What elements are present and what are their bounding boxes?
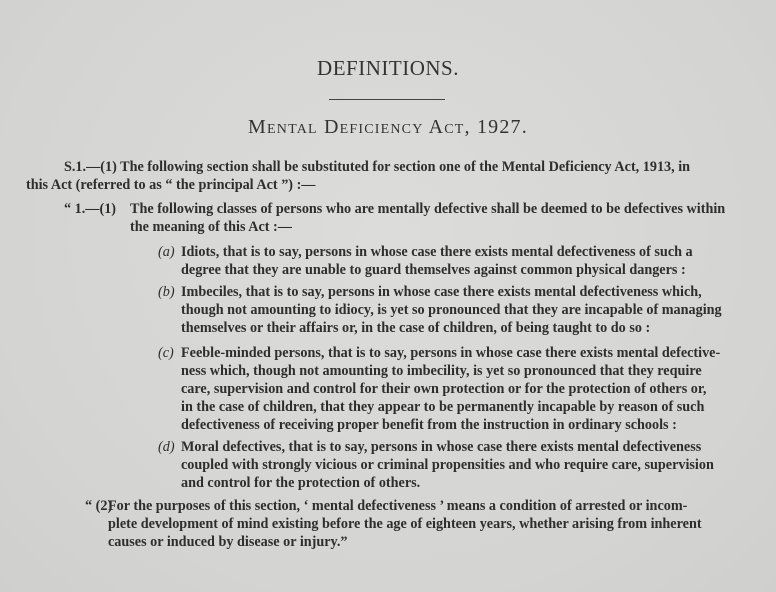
clause-a-line-1: Idiots, that is to say, persons in whose case there exists mental defectiveness of such a — [181, 244, 693, 260]
clause-b-label: (b) — [158, 284, 175, 300]
section-s1-label: S.1.—(1) — [64, 159, 117, 175]
clause-a-label: (a) — [158, 244, 175, 260]
clause-c-line-2: ness which, though not amounting to imbecility, is yet so pronounced that they require — [181, 363, 702, 379]
section-s1-line-2: this Act (referred to as “ the principal Act ”) :— — [26, 177, 316, 193]
section-s1-line-1: S.1.—(1) The following section shall be substituted for section one of the Mental Deficiency Act, 1913, in — [64, 159, 691, 175]
subsection-2-line-1: For the purposes of this section, ‘ mental defectiveness ’ means a condition of arrested or incom- — [108, 498, 688, 514]
clause-b-line-3: themselves or their affairs or, in the case of children, of being taught to do so : — [181, 320, 651, 336]
clause-d-line-3: and control for the protection of others. — [181, 475, 421, 491]
subsection-2-line-3: causes or induced by disease or injury.” — [108, 534, 348, 550]
heading-divider — [329, 99, 445, 100]
subsection-1-label: “ 1.—(1) — [64, 201, 117, 217]
act-title: Mental Deficiency Act, 1927. — [248, 116, 528, 138]
clause-c-line-4: in the case of children, that they appear to be permanently incapable by reason of such — [181, 399, 705, 415]
clause-c-label: (c) — [158, 345, 174, 361]
clause-a-line-2: degree that they are unable to guard themselves against common physical dangers : — [181, 262, 686, 278]
subsection-2-label: “ (2) — [85, 498, 113, 514]
clause-c-line-1: Feeble-minded persons, that is to say, persons in whose case there exists mental defective- — [181, 345, 721, 361]
subsection-2-line-2: plete development of mind existing before the age of eighteen years, whether arising from inherent — [108, 516, 702, 532]
page-heading: DEFINITIONS. — [317, 56, 459, 80]
clause-d-line-2: coupled with strongly vicious or criminal propensities and who require care, supervision — [181, 457, 714, 473]
clause-c-line-3: care, supervision and control for their own protection or for the protection of others or, — [181, 381, 707, 397]
clause-d-label: (d) — [158, 439, 175, 455]
clause-d-line-1: Moral defectives, that is to say, persons in whose case there exists mental defectiveness — [181, 439, 702, 455]
subsection-1-line-1: The following classes of persons who are mentally defective shall be deemed to be defectives within — [130, 201, 726, 217]
clause-c-line-5: defectiveness of receiving proper benefit from the instruction in ordinary schools : — [181, 417, 677, 433]
clause-b-line-1: Imbeciles, that is to say, persons in whose case there exists mental defectiveness which, — [181, 284, 702, 300]
subsection-1-line-2: the meaning of this Act :— — [130, 219, 292, 235]
clause-b-line-2: though not amounting to idiocy, is yet so pronounced that they are incapable of managing — [181, 302, 722, 318]
